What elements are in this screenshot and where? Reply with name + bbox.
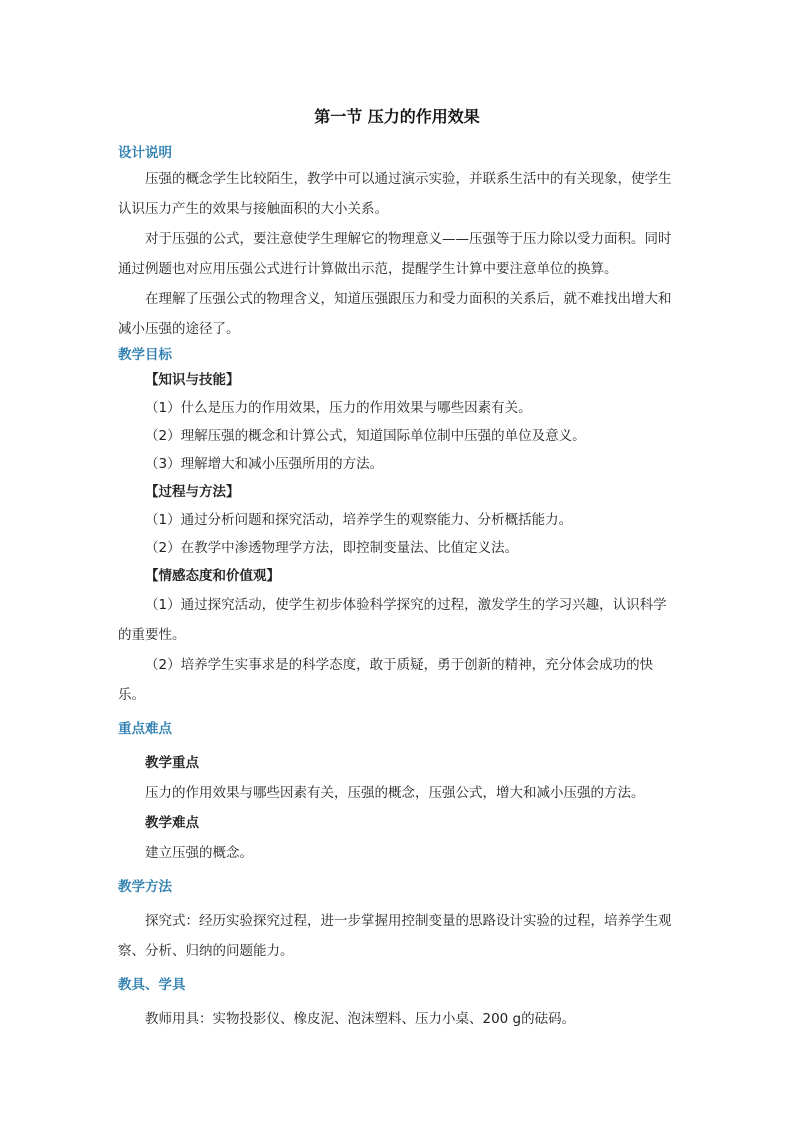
- subheading-focus: 教学重点: [145, 755, 199, 771]
- subheading-emotion: 【情感态度和价值观】: [145, 568, 280, 584]
- section-goals: [118, 344, 673, 710]
- document-body: [118, 142, 673, 1034]
- section-heading-goals: 教学目标: [118, 347, 172, 363]
- section-key: [118, 718, 673, 868]
- section-tools: [118, 974, 673, 1034]
- list-item: （2）理解压强的概念和计算公式，知道国际单位制中压强的单位及意义。: [145, 428, 586, 444]
- list-item: （2）培养学生实事求是的科学态度，敢于质疑，勇于创新的精神，充分体会成功的快乐。: [118, 657, 654, 703]
- paragraph: 压力的作用效果与哪些因素有关，压强的概念，压强公式，增大和减小压强的方法。: [145, 785, 645, 801]
- section-design: [118, 142, 673, 344]
- paragraph: 压强的概念学生比较陌生，教学中可以通过演示实验，并联系生活中的有关现象，使学生认识压力产生的效果与接触面积的大小关系。: [118, 171, 672, 217]
- section-heading-tools: 教具、学具: [118, 977, 186, 993]
- section-method: [118, 876, 673, 966]
- list-item: （2）在教学中渗透物理学方法，即控制变量法、比值定义法。: [145, 540, 519, 556]
- paragraph: 探究式：经历实验探究过程，进一步掌握用控制变量的思路设计实验的过程，培养学生观察、分析、归纳的问题能力。: [118, 913, 672, 959]
- paragraph: 在理解了压强公式的物理含义，知道压强跟压力和受力面积的关系后，就不难找出增大和减小压强的途径了。: [118, 291, 672, 337]
- subheading-knowledge: 【知识与技能】: [145, 372, 240, 388]
- paragraph: 建立压强的概念。: [145, 845, 253, 861]
- section-heading-key: 重点难点: [118, 721, 172, 737]
- list-item: （1）什么是压力的作用效果，压力的作用效果与哪些因素有关。: [145, 400, 532, 416]
- page-title: 第一节 压力的作用效果: [314, 107, 480, 126]
- list-item: （1）通过分析问题和探究活动，培养学生的观察能力、分析概括能力。: [145, 512, 573, 528]
- list-item: （1）通过探究活动，使学生初步体验科学探究的过程，激发学生的学习兴趣，认识科学的重要性。: [118, 597, 667, 643]
- paragraph: 教师用具：实物投影仪、橡皮泥、泡沫塑料、压力小桌、200 g的砝码。: [145, 1011, 576, 1027]
- subheading-difficulty: 教学难点: [145, 815, 199, 831]
- paragraph: 对于压强的公式，要注意使学生理解它的物理意义——压强等于压力除以受力面积。同时通过例题也对应用压强公式进行计算做出示范，提醒学生计算中要注意单位的换算。: [118, 231, 672, 277]
- section-heading-design: 设计说明: [118, 145, 172, 161]
- list-item: （3）理解增大和减小压强所用的方法。: [145, 456, 384, 472]
- section-heading-method: 教学方法: [118, 879, 172, 895]
- subheading-process: 【过程与方法】: [145, 484, 240, 500]
